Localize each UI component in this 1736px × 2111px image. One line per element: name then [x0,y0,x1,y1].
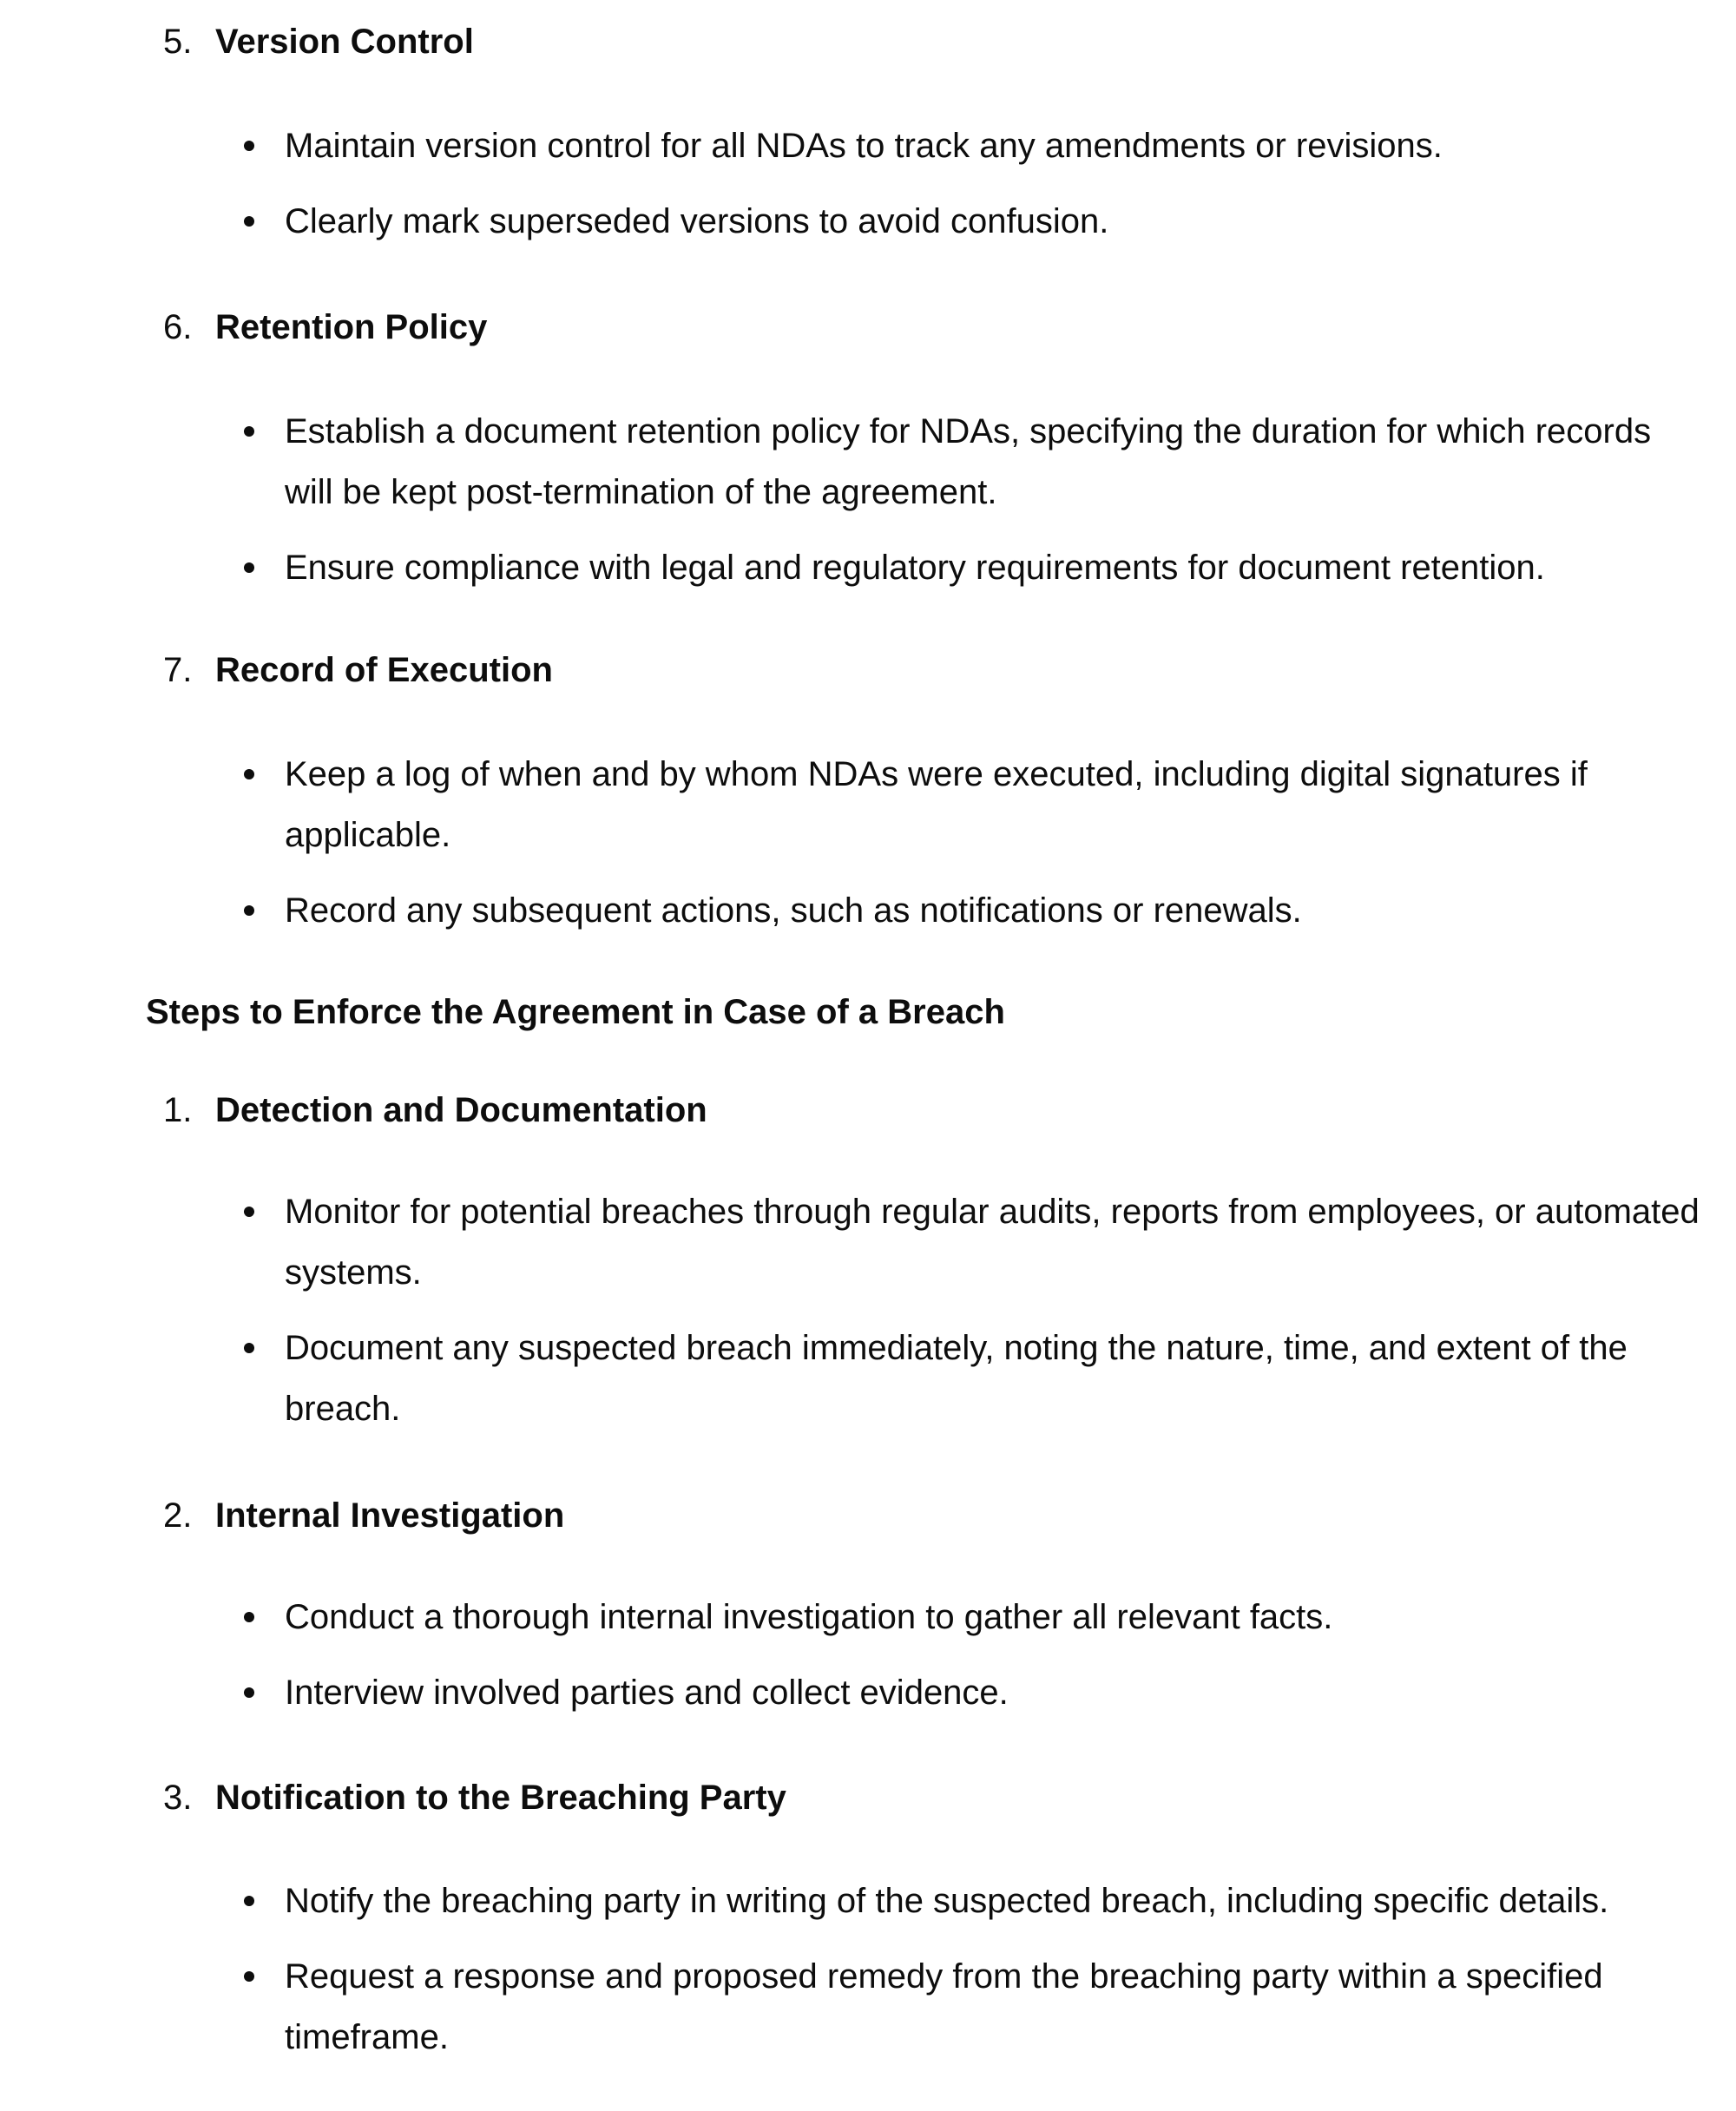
bullet-text: Establish a document retention policy for NDAs, specifying the duration for which records will be kept post-termination of the agreement. [285,412,1652,511]
list-item-title: Record of Execution [215,651,553,689]
bullet-text: Maintain version control for all NDAs to track any amendments or revisions. [285,127,1443,165]
bullet-list [146,1587,1691,1723]
bullet-item [146,401,1700,523]
bullet-text: Keep a log of when and by whom NDAs were executed, including digital signatures if applicable. [285,755,1588,854]
list-item-number: 7. [163,651,193,689]
list-item-version-control [146,16,1691,68]
bullet-item [146,880,1700,941]
bullet-dot [244,769,254,779]
bullet-text: Monitor for potential breaches through regular audits, reports from employees, or automated systems. [285,1193,1700,1292]
bullet-item [146,1318,1700,1439]
list-item-number: 3. [163,1779,193,1817]
bullet-item [146,744,1700,865]
list-item-number: 6. [163,308,193,346]
list-item-number: 2. [163,1496,193,1535]
bullet-item [146,1871,1700,1931]
bullet-dot [244,562,254,573]
bullet-item [146,1946,1700,2068]
bullet-dot [244,1343,254,1353]
list-item-number: 5. [163,23,193,61]
bullet-dot [244,1207,254,1217]
bullet-text: Clearly mark superseded versions to avoid confusion. [285,202,1109,240]
list-item-number: 1. [163,1091,193,1129]
list-item-internal-investigation [146,1490,1691,1542]
list-item-heading [146,301,1691,353]
list-item-heading [146,1772,1691,1824]
list-item-retention-policy [146,301,1691,353]
bullet-list [146,1181,1700,1439]
list-item-detection [146,1084,1691,1136]
bullet-dot [244,141,254,151]
bullet-text: Conduct a thorough internal investigation to gather all relevant facts. [285,1598,1333,1636]
bullet-item [146,191,1700,252]
bullet-dot [244,216,254,227]
list-item-title: Detection and Documentation [215,1091,707,1129]
bullet-text: Record any subsequent actions, such as notifications or renewals. [285,891,1302,930]
bullet-item [146,1587,1700,1647]
bullet-list [146,401,1691,598]
bullet-item [146,537,1700,598]
list-item-notification [146,1772,1691,1824]
bullet-text: Notify the breaching party in writing of the suspected breach, including specific details. [285,1882,1609,1920]
list-item-heading [146,1084,1691,1136]
bullet-text: Request a response and proposed remedy from the breaching party within a specified timeframe. [285,1957,1603,2056]
bullet-list [146,1871,1691,2068]
list-item-heading [146,16,1691,68]
bullet-list [146,115,1691,252]
list-item-heading [146,1490,1691,1542]
bullet-dot [244,1687,254,1698]
bullet-dot [244,426,254,437]
bullet-text: Interview involved parties and collect evidence. [285,1674,1009,1712]
section-heading: Steps to Enforce the Agreement in Case of a Breach [146,993,1005,1031]
bullet-dot [244,1612,254,1622]
list-item-record-of-execution [146,644,1691,696]
list-item-title: Version Control [215,23,474,61]
bullet-item [146,1181,1700,1303]
bullet-text: Ensure compliance with legal and regulatory requirements for document retention. [285,549,1545,587]
bullet-item [146,1662,1700,1723]
bullet-dot [244,905,254,916]
list-item-heading [146,644,1691,696]
bullet-dot [244,1971,254,1982]
bullet-text: Document any suspected breach immediately, noting the nature, time, and extent of the breach. [285,1329,1628,1428]
bullet-list [146,744,1691,941]
list-item-title: Internal Investigation [215,1496,565,1535]
bullet-dot [244,1896,254,1906]
bullet-item [146,115,1700,176]
list-item-title: Retention Policy [215,308,488,346]
list-item-title: Notification to the Breaching Party [215,1779,786,1817]
